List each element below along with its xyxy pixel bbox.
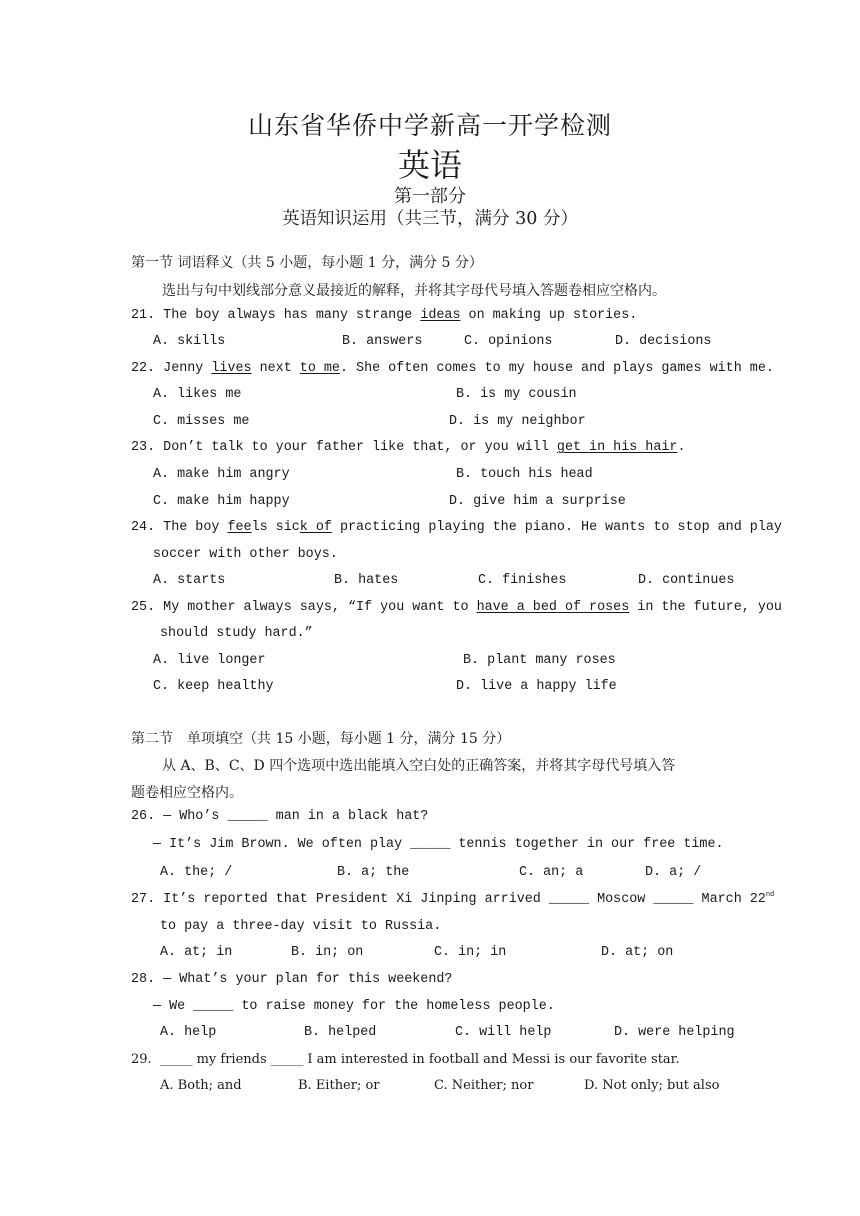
- q27-option-d[interactable]: D. at; on: [601, 945, 674, 960]
- q28-option-c[interactable]: C. will help: [455, 1025, 552, 1040]
- part-title: 第一部分: [394, 186, 466, 207]
- q26-option-b[interactable]: B. a; the: [337, 865, 410, 880]
- q23-option-c[interactable]: C. make him happy: [153, 494, 290, 509]
- q25-option-b[interactable]: B. plant many roses: [463, 653, 616, 668]
- q28-option-d[interactable]: D. were helping: [614, 1025, 735, 1040]
- q24-option-b[interactable]: B. hates: [334, 573, 399, 588]
- question-27-line2: to pay a three-day visit to Russia.: [160, 919, 442, 934]
- q24-option-a[interactable]: A. starts: [153, 573, 226, 588]
- q22-option-b[interactable]: B. is my cousin: [456, 387, 577, 402]
- q26-option-c[interactable]: C. an; a: [519, 865, 584, 880]
- q27-option-a[interactable]: A. at; in: [160, 945, 233, 960]
- section2-instruction-line2: 题卷相应空格内。: [131, 785, 243, 801]
- q29-option-a[interactable]: A. Both; and: [160, 1078, 242, 1093]
- q29-option-b[interactable]: B. Either; or: [298, 1078, 380, 1093]
- question-25-line2: should study hard.”: [160, 626, 313, 641]
- q22-option-d[interactable]: D. is my neighbor: [449, 414, 586, 429]
- part-description: 英语知识运用（共三节，满分 30 分）: [282, 209, 578, 229]
- q22-option-a[interactable]: A. likes me: [153, 387, 242, 402]
- question-29: 29. _____ my friends _____ I am interested in football and Messi is our favorite star.: [131, 1052, 680, 1067]
- question-21: 21. The boy always has many strange ideas on making up stories.: [131, 308, 638, 323]
- question-28: 28. — What’s your plan for this weekend?: [131, 972, 453, 987]
- q27-option-c[interactable]: C. in; in: [434, 945, 507, 960]
- q25-option-a[interactable]: A. live longer: [153, 653, 266, 668]
- question-23: 23. Don’t talk to your father like that, or you will get in his hair.: [131, 440, 686, 455]
- question-27: 27. It’s reported that President Xi Jinping arrived _____ Moscow _____ March 22nd: [131, 891, 775, 907]
- section2-instruction: 从 A、B、C、D 四个选项中选出能填入空白处的正确答案，并将其字母代号填入答: [162, 758, 676, 774]
- q21-option-b[interactable]: B. answers: [342, 334, 423, 349]
- q22-option-c[interactable]: C. misses me: [153, 414, 250, 429]
- q28-option-b[interactable]: B. helped: [304, 1025, 377, 1040]
- question-24: 24. The boy feels sick of practicing playing the piano. He wants to stop and play: [131, 520, 782, 535]
- question-26: 26. — Who’s _____ man in a black hat?: [131, 809, 429, 824]
- q24-option-d[interactable]: D. continues: [638, 573, 735, 588]
- q23-option-a[interactable]: A. make him angry: [153, 467, 290, 482]
- q23-option-d[interactable]: D. give him a surprise: [449, 494, 626, 509]
- q25-option-c[interactable]: C. keep healthy: [153, 679, 274, 694]
- question-28-line2: — We _____ to raise money for the homeless people.: [153, 999, 555, 1014]
- q26-option-a[interactable]: A. the; /: [160, 865, 233, 880]
- q21-option-c[interactable]: C. opinions: [464, 334, 553, 349]
- question-24-line2: soccer with other boys.: [153, 547, 338, 562]
- question-26-line2: — It’s Jim Brown. We often play _____ tennis together in our free time.: [153, 837, 724, 852]
- question-22: 22. Jenny lives next to me. She often comes to my house and plays games with me.: [131, 361, 774, 376]
- q29-option-c[interactable]: C. Neither; nor: [434, 1078, 534, 1093]
- q27-option-b[interactable]: B. in; on: [291, 945, 364, 960]
- q24-option-c[interactable]: C. finishes: [478, 573, 567, 588]
- question-25: 25. My mother always says, “If you want to have a bed of roses in the future, you: [131, 600, 782, 615]
- q21-option-a[interactable]: A. skills: [153, 334, 226, 349]
- section2-title: 第二节 单项填空（共 15 小题，每小题 1 分，满分 15 分）: [131, 731, 511, 747]
- q21-option-d[interactable]: D. decisions: [615, 334, 712, 349]
- q26-option-d[interactable]: D. a; /: [645, 865, 702, 880]
- school-title: 山东省华侨中学新高一开学检测: [247, 111, 612, 140]
- subject-title: 英语: [397, 146, 462, 184]
- q23-option-b[interactable]: B. touch his head: [456, 467, 593, 482]
- section1-title: 第一节 词语释义（共 5 小题，每小题 1 分，满分 5 分）: [131, 255, 483, 271]
- q28-option-a[interactable]: A. help: [160, 1025, 217, 1040]
- q25-option-d[interactable]: D. live a happy life: [456, 679, 617, 694]
- section1-instruction: 选出与句中划线部分意义最接近的解释，并将其字母代号填入答题卷相应空格内。: [162, 283, 666, 299]
- q29-option-d[interactable]: D. Not only; but also: [584, 1078, 720, 1093]
